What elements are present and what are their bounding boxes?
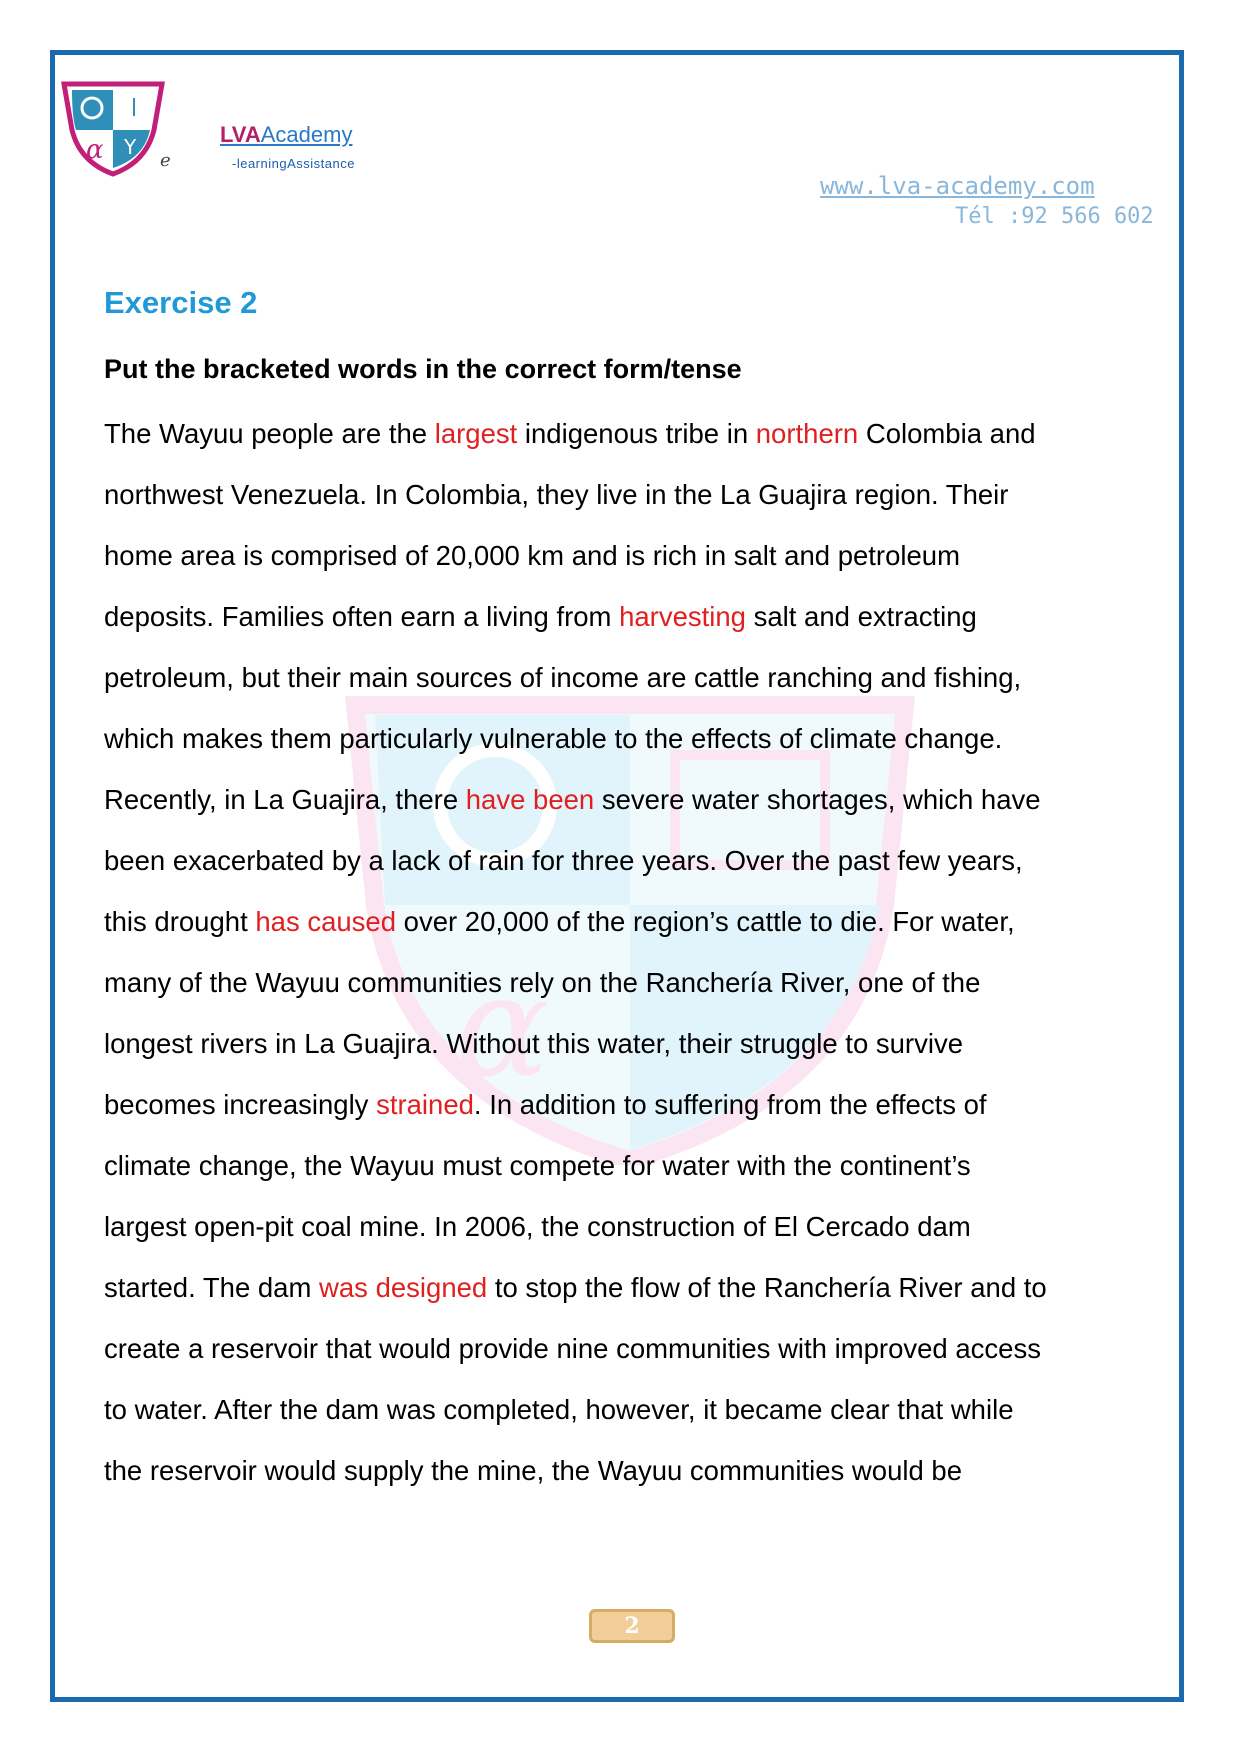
- passage-line: [104, 1257, 1154, 1318]
- logo-letter: e: [160, 150, 171, 171]
- passage-text: the reservoir would supply the mine, the Wayuu communities would be: [104, 1455, 963, 1486]
- passage-line: [104, 952, 1154, 1013]
- passage-line: [104, 1440, 1154, 1501]
- brand-suffix: Academy: [260, 122, 353, 147]
- passage-text: deposits. Families often earn a living from: [104, 601, 620, 632]
- website-link[interactable]: www.lva-academy.com: [820, 172, 1095, 200]
- passage-line: [104, 830, 1154, 891]
- passage-text: longest rivers in La Guajira. Without this water, their struggle to survive: [104, 1028, 963, 1059]
- passage-text: to stop the flow of the Ranchería River and to: [487, 1272, 1047, 1303]
- brand-tagline: -learningAssistance: [232, 156, 355, 171]
- exercise-title: Exercise 2: [104, 285, 258, 320]
- passage-line: [104, 403, 1154, 464]
- exercise-passage: [104, 403, 1154, 1501]
- passage-line: [104, 1318, 1154, 1379]
- passage-text: which makes them particularly vulnerable to the effects of climate change.: [104, 723, 1003, 754]
- passage-text: been exacerbated by a lack of rain for three years. Over the past few years,: [104, 845, 1023, 876]
- answer-word: harvesting: [619, 601, 746, 632]
- passage-text: petroleum, but their main sources of income are cattle ranching and fishing,: [104, 662, 1022, 693]
- passage-line: [104, 1379, 1154, 1440]
- passage-text: many of the Wayuu communities rely on the Ranchería River, one of the: [104, 967, 981, 998]
- answer-word: have been: [465, 784, 595, 815]
- answer-word: largest: [434, 418, 518, 449]
- svg-text:α: α: [86, 135, 104, 165]
- answer-word: has caused: [255, 906, 397, 937]
- passage-line: [104, 525, 1154, 586]
- passage-text: severe water shortages, which have: [594, 784, 1041, 815]
- passage-text: create a reservoir that would provide nine communities with improved access: [104, 1333, 1041, 1364]
- passage-text: salt and extracting: [745, 601, 977, 632]
- passage-line: [104, 586, 1154, 647]
- passage-text: indigenous tribe in: [517, 418, 756, 449]
- passage-line: [104, 708, 1154, 769]
- page-number: 2: [589, 1609, 675, 1643]
- passage-text: this drought: [104, 906, 256, 937]
- passage-line: [104, 1013, 1154, 1074]
- passage-text: Recently, in La Guajira, there: [104, 784, 466, 815]
- svg-text:Y: Y: [124, 135, 137, 159]
- passage-line: [104, 464, 1154, 525]
- passage-text: becomes increasingly: [104, 1089, 377, 1120]
- passage-text: climate change, the Wayuu must compete for water with the continent’s: [104, 1150, 971, 1181]
- passage-line: [104, 1196, 1154, 1257]
- svg-text:α: α: [455, 946, 550, 1109]
- passage-text: . In addition to suffering from the effects of: [473, 1089, 987, 1120]
- passage-text: largest open-pit coal mine. In 2006, the construction of El Cercado dam: [104, 1211, 971, 1242]
- passage-line: [104, 1135, 1154, 1196]
- answer-word: was designed: [319, 1272, 488, 1303]
- passage-text: started. The dam: [104, 1272, 320, 1303]
- passage-text: to water. After the dam was completed, however, it became clear that while: [104, 1394, 1014, 1425]
- lva-logo-icon: [58, 78, 168, 178]
- passage-text: The Wayuu people are the: [104, 418, 435, 449]
- brand-name: [220, 122, 352, 148]
- answer-word: strained: [376, 1089, 474, 1120]
- passage-line: [104, 1074, 1154, 1135]
- passage-text: Colombia and: [858, 418, 1036, 449]
- passage-text: northwest Venezuela. In Colombia, they live in the La Guajira region. Their: [104, 479, 1009, 510]
- passage-line: [104, 647, 1154, 708]
- answer-word: northern: [755, 418, 859, 449]
- passage-text: over 20,000 of the region’s cattle to die. For water,: [396, 906, 1015, 937]
- passage-line: [104, 891, 1154, 952]
- passage-text: home area is comprised of 20,000 km and is rich in salt and petroleum: [104, 540, 960, 571]
- brand-prefix: LVA: [220, 122, 261, 147]
- phone-number: Tél :92 566 602: [955, 204, 1154, 229]
- exercise-instruction: Put the bracketed words in the correct form/tense: [104, 354, 742, 384]
- passage-line: [104, 769, 1154, 830]
